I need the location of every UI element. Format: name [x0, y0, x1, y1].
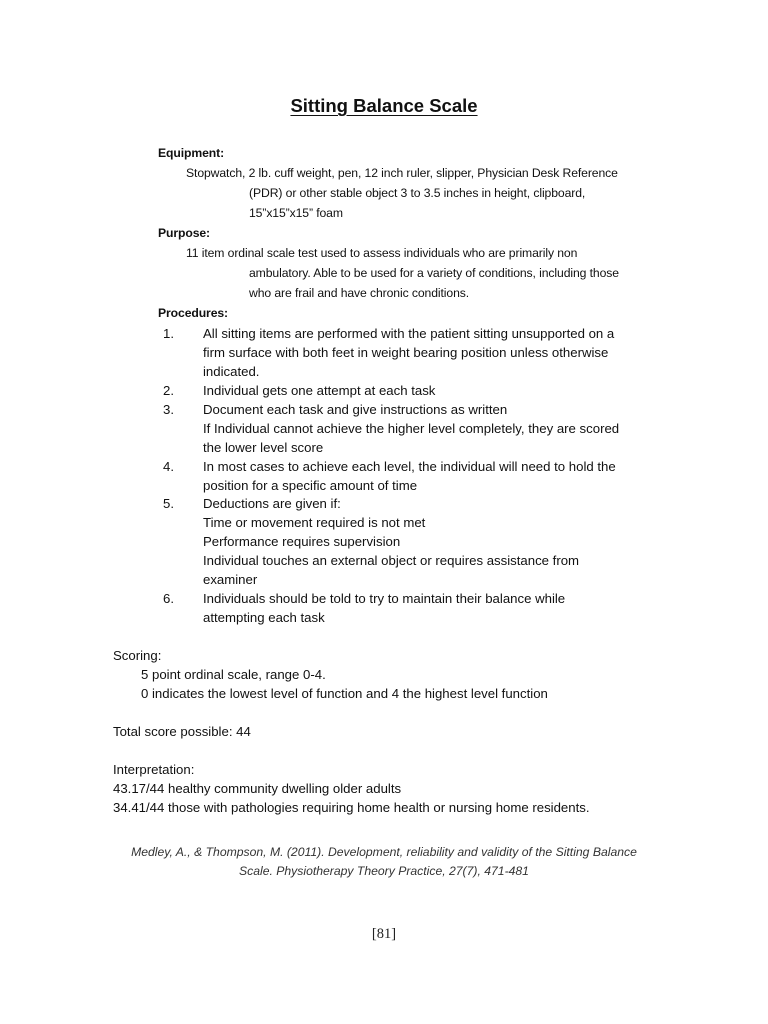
- procedure-line: Time or movement required is not met: [203, 515, 426, 530]
- equipment-label: Equipment:: [158, 146, 225, 160]
- procedure-line: Performance requires supervision: [203, 534, 401, 549]
- citation-line: Scale. Physiotherapy Theory Practice, 27(7), 471-481: [239, 864, 529, 878]
- procedure-line: Individuals should be told to try to maintain their balance while: [203, 591, 566, 606]
- procedure-item: [203, 494, 663, 589]
- procedure-line: attempting each task: [203, 610, 325, 625]
- procedure-line: In most cases to achieve each level, the individual will need to hold the: [203, 459, 616, 474]
- procedure-line: Deductions are given if:: [203, 496, 341, 511]
- equipment-line: 15”x15”x15” foam: [249, 206, 343, 220]
- interpretation-line: 34.41/44 those with pathologies requiring home health or nursing home residents.: [113, 800, 590, 815]
- scoring-label: Scoring:: [113, 648, 162, 663]
- scoring-line: 0 indicates the lowest level of function and 4 the highest level function: [141, 686, 548, 701]
- procedure-item: [203, 324, 663, 381]
- page-title: Sitting Balance Scale: [290, 95, 478, 116]
- procedure-line: Individual gets one attempt at each task: [203, 383, 436, 398]
- citation: [100, 843, 668, 881]
- procedure-item: [203, 381, 663, 400]
- procedure-line: If Individual cannot achieve the higher level completely, they are scored: [203, 421, 620, 436]
- procedure-line: indicated.: [203, 364, 260, 379]
- purpose-line: who are frail and have chronic conditions.: [249, 286, 470, 300]
- equipment-line: (PDR) or other stable object 3 to 3.5 inches in height, clipboard,: [249, 186, 586, 200]
- procedures-label: Procedures:: [158, 306, 229, 320]
- procedure-item: [203, 589, 663, 627]
- citation-line: Medley, A., & Thompson, M. (2011). Development, reliability and validity of the Sitting Balance: [131, 845, 637, 859]
- procedure-number: 4.: [163, 459, 174, 474]
- procedure-line: the lower level score: [203, 440, 324, 455]
- procedure-number: 3.: [163, 402, 174, 417]
- procedure-number: 1.: [163, 326, 174, 341]
- purpose-line: 11 item ordinal scale test used to assess individuals who are primarily non: [186, 246, 578, 260]
- purpose-line: ambulatory. Able to be used for a variety of conditions, including those: [249, 266, 619, 280]
- total-score: Total score possible: 44: [113, 724, 251, 739]
- procedure-line: Document each task and give instructions as written: [203, 402, 508, 417]
- procedure-number: 6.: [163, 591, 174, 606]
- page-number: [81]: [371, 926, 397, 942]
- procedure-line: examiner: [203, 572, 258, 587]
- interpretation-line: 43.17/44 healthy community dwelling older adults: [113, 781, 402, 796]
- procedure-line: All sitting items are performed with the patient sitting unsupported on a: [203, 326, 615, 341]
- procedure-number: 2.: [163, 383, 174, 398]
- procedure-line: firm surface with both feet in weight bearing position unless otherwise: [203, 345, 609, 360]
- purpose-label: Purpose:: [158, 226, 211, 240]
- equipment-line: Stopwatch, 2 lb. cuff weight, pen, 12 inch ruler, slipper, Physician Desk Reference: [186, 166, 618, 180]
- procedure-number: 5.: [163, 496, 174, 511]
- procedure-item: [203, 457, 663, 495]
- procedure-line: position for a specific amount of time: [203, 478, 418, 493]
- interpretation-label: Interpretation:: [113, 762, 195, 777]
- procedure-item: [203, 400, 663, 457]
- scoring-line: 5 point ordinal scale, range 0-4.: [141, 667, 326, 682]
- procedure-line: Individual touches an external object or requires assistance from: [203, 553, 580, 568]
